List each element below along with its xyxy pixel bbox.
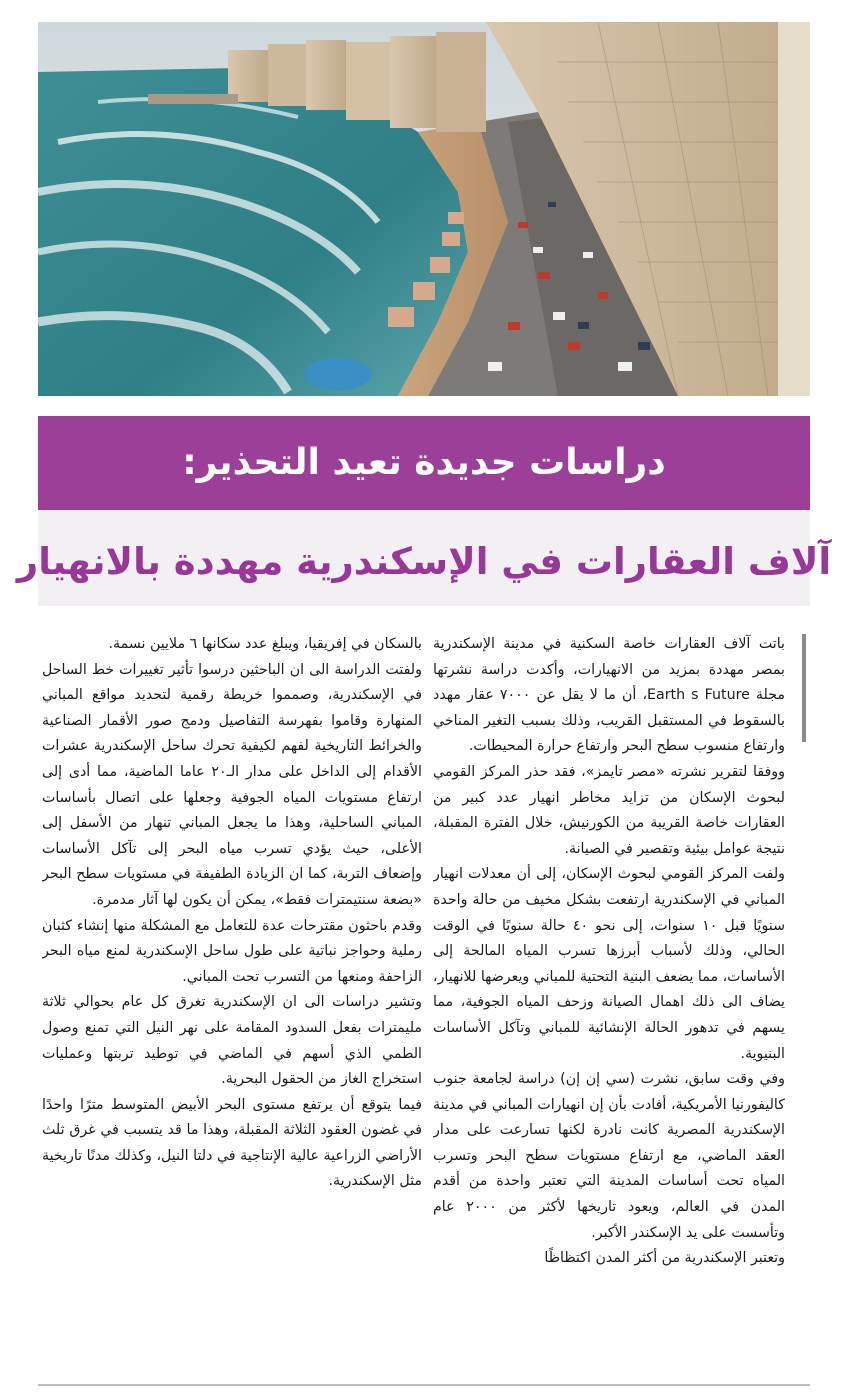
paragraph: بالسكان في إفريقيا، ويبلغ عدد سكانها ٦ ملايين نسمة. (108, 636, 422, 652)
paragraph: ولفتت الدراسة الى ان الباحثين درسوا تأثير تغييرات خط الساحل في الإسكندرية، وصمموا خريطة رقمية لتحديد مواقع المباني المنهارة وقاموا بفهرسة التفاصيل ودمج صور الأقمار الصناعية والخرائط التاريخية لفهم لكيفية تحرك ساحل الإسكندرية عشرات الأقدام إلى الداخل على مدار الـ٢٠ عاما الماضية، مما أدى إلى ارتفاع مستويات المياه الجوفية وجعلها على اتصال بأساسات المباني الساحلية، وهذا ما يجعل المباني تنهار من الأسفل إلى الأعلى، حيث يؤدي تسرب مياه البحر إلى تآكل الأساسات وإضعاف التربة، كما ان الزيادة الطفيفة في مستويات سطح البحر «بضعة سنتيمترات فقط»، يمكن أن يكون لها آثار مدمرة. (42, 661, 422, 908)
bottom-divider (38, 1384, 810, 1386)
coastline-photo (38, 22, 810, 396)
paragraph: وفي وقت سابق، نشرت (سي إن إن) دراسة لجامعة جنوب كاليفورنيا الأمريكية، أفادت بأن إن انهيارات المباني في مدينة الإسكندرية المصرية كانت نادرة لكنها تسارعت على مدار العقد الماضي، مع ارتفاع مستويات سطح البحر وتسرب المياه تحت أساسات المدينة التي تعتبر واحدة من أقدم المدن في العالم، ويعود تاريخها لأكثر من ٢٠٠٠ عام وتأسست على يد الإسكندر الأكبر. (433, 1071, 785, 1241)
paragraph: وتعتبر الإسكندرية من أكثر المدن اكتظاظًا (544, 1250, 785, 1267)
article-column-left (42, 632, 422, 1372)
headline-text: آلاف العقارات في الإسكندرية مهددة بالانهيار (16, 539, 832, 583)
coastline-illustration (38, 22, 810, 396)
column-rule (802, 634, 806, 742)
paragraph: ووفقا لتقرير نشرته «مصر تايمز»، فقد حذر المركز القومي لبحوث الإسكان من تزايد مخاطر انهيار عدد كبير من العقارات خاصة القريبة من الكورنيش، خلال الفترة المقبلة، نتيجة عوامل بيئية وتقصير في الصيانة. (433, 763, 785, 857)
paragraph: وتشير دراسات الى ان الإسكندرية تغرق كل عام بحوالي ثلاثة مليمترات بفعل السدود المقامة على نهر النيل التي تمنع وصول الطمي الذي أسهم في الماضي في توطيد تربتها وعمليات استخراج الغاز من الحقول البحرية. (42, 994, 422, 1088)
paragraph: باتت آلاف العقارات خاصة السكنية في مدينة الإسكندرية بمصر مهددة بمزيد من الانهيارات، وأكدت دراسة نشرتها مجلة Earth s Future، أن ما لا يقل عن ٧٠٠٠ عقار مهدد بالسقوط في المستقبل القريب، وذلك بسبب التغير المناخي وارتفاع منسوب سطح البحر وارتفاع حرارة المحيطات. (433, 636, 785, 755)
paragraph: وقدم باحثون مقترحات عدة للتعامل مع المشكلة منها إنشاء كثبان رملية وحواجز نباتية على طول ساحل الإسكندرية لمنع مياه البحر الزاحفة ومنعها من التسرب تحت المباني. (42, 917, 422, 985)
headline-title (16, 516, 832, 606)
paragraph: فيما يتوقع أن يرتفع مستوى البحر الأبيض المتوسط مترًا واحدًا في غضون العقود الثلاثة المقبلة، وهذا ما قد يتسبب في غرق ثلث الأراضي الزراعية عالية الإنتاجية في دلتا النيل، وكذلك مدنًا تاريخية مثل الإسكندرية. (42, 1096, 422, 1190)
article-column-right (433, 632, 785, 1372)
paragraph: ولفت المركز القومي لبحوث الإسكان، إلى أن معدلات انهيار المباني في الإسكندرية ارتفعت بشكل مخيف من حالة واحدة سنويًا قبل ١٠ سنوات، إلى نحو ٤٠ حالة سنويًا في الوقت الحالي، وذلك لأسباب أبرزها تسرب المياه المالحة إلى الأساسات، مما يضعف البنية التحتية للمباني ويعرضها للانهيار، يضاف الى ذلك اهمال الصيانة وزحف المياه الجوفية، مما يسهم في تدهور الحالة الإنشائية للمباني وتآكل الأساسات البنيوية. (433, 866, 785, 1062)
kicker-banner (38, 416, 810, 510)
headline-box (16, 416, 832, 606)
kicker-text: دراسات جديدة تعيد التحذير: (182, 442, 666, 483)
